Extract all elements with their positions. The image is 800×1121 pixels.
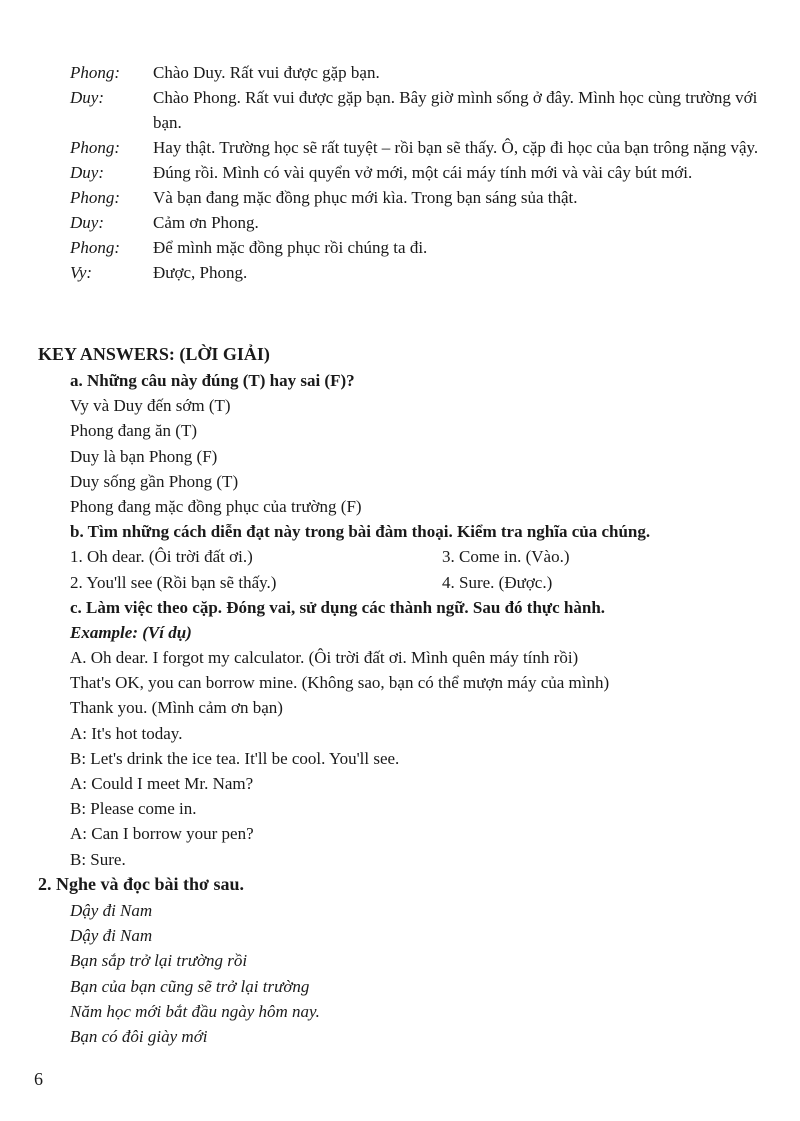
speech: Hay thật. Trường học sẽ rất tuyệt – rồi bạn sẽ thấy. Ô, cặp đi học của bạn trông nặng vậy.	[153, 138, 759, 157]
dialogue-line	[70, 185, 780, 210]
part-b-heading: b. Tìm những cách diễn đạt này trong bài đàm thoại. Kiểm tra nghĩa của chúng.	[70, 522, 651, 542]
expression-row	[70, 544, 770, 569]
speech: Cảm ơn Phong.	[153, 213, 259, 232]
dialogue-line	[70, 235, 780, 260]
answer-item: Phong đang ăn (T)	[70, 421, 198, 441]
speaker: Phong:	[70, 188, 121, 207]
key-answers-body	[70, 368, 770, 872]
speech: Để mình mặc đồng phục rồi chúng ta đi.	[153, 238, 428, 257]
speaker: Duy:	[70, 88, 104, 107]
speaker: Vy:	[70, 263, 93, 282]
example-line: Thank you. (Mình cảm ơn bạn)	[70, 698, 283, 718]
speaker: Phong:	[70, 138, 121, 157]
example-line: A: Can I borrow your pen?	[70, 824, 254, 844]
example-line: B: Let's drink the ice tea. It'll be cool. You'll see.	[70, 748, 400, 768]
poem-line: Dậy đi Nam	[70, 901, 153, 920]
expression-row	[70, 570, 770, 595]
speech: Và bạn đang mặc đồng phục mới kìa. Trong bạn sáng sủa thật.	[153, 188, 578, 207]
dialogue-line	[70, 210, 780, 235]
dialogue-line	[70, 135, 780, 160]
speech: Đúng rồi. Mình có vài quyển vở mới, một cái máy tính mới và vài cây bút mới.	[153, 163, 693, 182]
speech: Được, Phong.	[153, 263, 248, 282]
dialogue-line	[70, 60, 780, 85]
answer-item: Phong đang mặc đồng phục của trường (F)	[70, 496, 362, 516]
example-line: B: Sure.	[70, 849, 126, 869]
dialogue-line	[70, 260, 780, 285]
poem-line: Năm học mới bắt đầu ngày hôm nay.	[70, 1001, 320, 1021]
answer-item: Vy và Duy đến sớm (T)	[70, 396, 231, 416]
speech: Chào Duy. Rất vui được gặp bạn.	[153, 63, 380, 82]
poem-line: Dậy đi Nam	[70, 926, 153, 946]
answer-item: Duy là bạn Phong (F)	[70, 446, 218, 466]
poem-line: Bạn của bạn cũng sẽ trở lại trường	[70, 976, 310, 996]
page-number: 6	[34, 1069, 43, 1089]
example-line: A: It's hot today.	[70, 723, 183, 743]
key-answers-title: KEY ANSWERS: (LỜI GIẢI)	[38, 344, 270, 364]
part-a-heading: a. Những câu này đúng (T) hay sai (F)?	[70, 371, 355, 390]
example-label: Example: (Ví dụ)	[70, 622, 192, 642]
example-line: B: Please come in.	[70, 799, 197, 819]
speaker: Duy:	[70, 163, 104, 182]
expression-item: 3. Come in. (Vào.)	[442, 547, 570, 567]
poem	[70, 898, 670, 1049]
expression-item: 4. Sure. (Được.)	[442, 572, 553, 592]
section-2-title: 2. Nghe và đọc bài thơ sau.	[38, 874, 244, 894]
dialogue	[70, 60, 780, 285]
answer-item: Duy sống gần Phong (T)	[70, 471, 239, 491]
speech: Chào Phong. Rất vui được gặp bạn. Bây giờ mình sống ở đây. Mình học cùng trường với bạn.	[153, 88, 758, 132]
poem-line: Bạn có đôi giày mới	[70, 1026, 208, 1046]
speaker: Phong:	[70, 63, 121, 82]
poem-line: Bạn sắp trở lại trường rồi	[70, 951, 248, 971]
dialogue-line	[70, 160, 780, 185]
speaker: Phong:	[70, 238, 121, 257]
example-line: A: Could I meet Mr. Nam?	[70, 774, 254, 793]
dialogue-line	[70, 85, 780, 135]
example-line: That's OK, you can borrow mine. (Không sao, bạn có thể mượn máy của mình)	[70, 673, 610, 693]
expression-item: 1. Oh dear. (Ôi trời đất ơi.)	[70, 547, 253, 567]
part-c-heading: c. Làm việc theo cặp. Đóng vai, sử dụng các thành ngữ. Sau đó thực hành.	[70, 597, 606, 617]
example-line: A. Oh dear. I forgot my calculator. (Ôi trời đất ơi. Mình quên máy tính rồi)	[70, 648, 579, 668]
speaker: Duy:	[70, 213, 104, 232]
expression-item: 2. You'll see (Rồi bạn sẽ thấy.)	[70, 572, 277, 592]
